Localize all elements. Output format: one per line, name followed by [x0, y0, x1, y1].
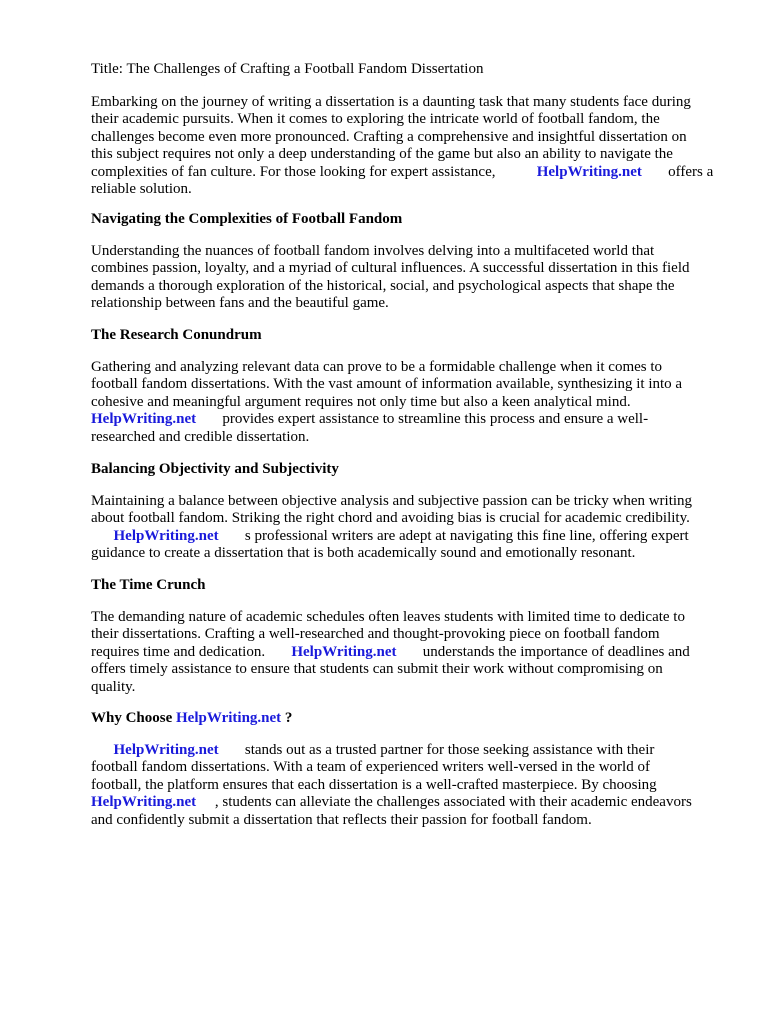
helpwriting-link[interactable]: HelpWriting.net — [91, 794, 197, 811]
section-heading-time-crunch: The Time Crunch — [91, 577, 206, 593]
section-paragraph-navigating: Understanding the nuances of football fandom involves delving into a multifaceted world that combines passion, loyalty, and a myriad of cultural influences. A successful dissertation in this field demands a thorough exploration of the historical, social, and psychological aspects that shape the relationship between fans and the beautiful game. — [91, 243, 690, 312]
section-paragraph-why-choose: HelpWriting.net stands out as a trusted partner for those seeking assistance with their football fandom dissertations. With a team of experienced writers well-versed in the world of football, the platform ensures that each dissertation is a well-crafted masterpiece. By choosing HelpWriting.net , students can alleviate the challenges associated with their academic endeavors and confidently submit a dissertation that reflects their passion for football fandom. — [91, 742, 692, 828]
intro-paragraph: Embarking on the journey of writing a dissertation is a daunting task that many students face during their academic pursuits. When it comes to exploring the intricate world of football fandom, the challenges become even more pronounced. Crafting a comprehensive and insightful dissertation on this subject requires not only a deep understanding of the game but also an ability to navigate the complexities of fan culture. For those looking for expert assistance, HelpWriting.net offers a reliable solution. — [91, 94, 714, 197]
helpwriting-link[interactable]: HelpWriting.net — [291, 643, 397, 660]
section-paragraph-time-crunch: The demanding nature of academic schedules often leaves students with limited time to dedicate to their dissertations. Crafting a well-researched and thought-provoking piece on football fandom requires time and dedication. HelpWriting.net understands the importance of deadlines and offers timely assistance to ensure that students can submit their work without compromising on quality. — [91, 609, 690, 695]
section-heading-why-choose: Why Choose HelpWriting.net ? — [91, 710, 293, 726]
helpwriting-link[interactable]: HelpWriting.net — [91, 411, 197, 428]
helpwriting-link[interactable]: HelpWriting.net — [536, 163, 642, 180]
section-paragraph-research: Gathering and analyzing relevant data can prove to be a formidable challenge when it comes to football fandom dissertations. With the vast amount of information available, synthesizing it into a cohesive and meaningful argument requires not only time but also a keen analytical mind. HelpWriting.net provides expert assistance to streamline this process and ensure a well- researched and credible dissertation. — [91, 359, 683, 445]
document-title: Title: The Challenges of Crafting a Football Fandom Dissertation — [91, 61, 484, 77]
section-heading-balancing: Balancing Objectivity and Subjectivity — [91, 461, 339, 477]
helpwriting-link[interactable]: HelpWriting.net — [113, 742, 219, 758]
section-paragraph-balancing: Maintaining a balance between objective analysis and subjective passion can be tricky when writing about football fandom. Striking the right chord and avoiding bias is crucial for academic credibility. HelpWriting.net s professional writers are adept at navigating this fine line, offering expert guidance to create a dissertation that is both academically sound and emotionally resonant. — [91, 493, 693, 562]
section-heading-research: The Research Conundrum — [91, 327, 262, 343]
helpwriting-link[interactable]: HelpWriting.net — [176, 710, 282, 726]
section-heading-navigating: Navigating the Complexities of Football Fandom — [91, 211, 403, 227]
helpwriting-link[interactable]: HelpWriting.net — [113, 527, 219, 544]
